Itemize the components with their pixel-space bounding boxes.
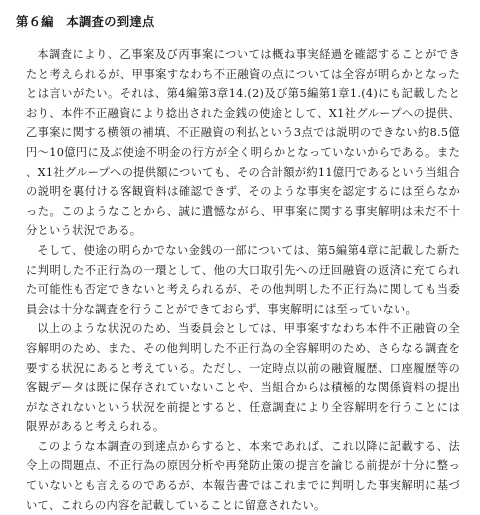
- section-heading: 第６編 本調査の到達点: [16, 14, 155, 29]
- paragraph-report-caveat: このような本調査の到達点からすると、本来であれば、これ以降に記載する、法令上の問題点、不正行為の原因分析や再発防止策の提言を論じる前提が十分に整っていないとも言えるのであるが、本報告書ではこれまでに判明した事実解明に基づいて、これらの内容を記載していることに留意されたい。: [26, 439, 460, 512]
- paragraph-findings-summary: 本調査により、乙事案及び丙事案については概ね事実経過を確認することができたと考えられるが、甲事案すなわち不正融資の点については全容が明らかとなったとは言いがたい。それは、第4編第3章14.(2)及び第5編第1章1.(4)にも記載したとおり、本件不正融資により捻出された金銭の使途として、X1社グループへの提供、乙事案に関する横領の補填、不正融資の利払という3点では説明のできない約8.5億円～10億円に及ぶ使途不明金の行方が全く明らかとなっていないからである。また、X1社グループへの提供額についても、その合計額が約11億円であるという当組合の説明を裏付ける客観資料は確認できず、そのような事実を認定するには至らなかった。このようなことから、誠に遺憾ながら、甲事案に関する事実解明は未だ不十分という状況である。: [26, 48, 460, 238]
- paragraph-further-investigation: 以上のような状況のため、当委員会としては、甲事案すなわち本件不正融資の全容解明のため、また、その他判明した不正行為の全容解明のため、さらなる調査を要する状況にあると考えている。ただし、一定時点以前の融資履歴、口座履歴等の客観データは既に保存されていないことや、当組合からは積極的な関係資料の提出がなされないという状況を前提とすると、任意調査により全容解明を行うことには限界があると考えられる。: [26, 322, 460, 434]
- paragraph-unexplained-funds: そして、使途の明らかでない金銭の一部については、第5編第4章に記載した新たに判明した不正行為の一環として、他の大口取引先への迂回融資の返済に充てられた可能性も否定できないと考えられるが、その他判明した不正行為に関しても当委員会は十分な調査を行うことができておらず、事実解明には至っていない。: [26, 243, 460, 316]
